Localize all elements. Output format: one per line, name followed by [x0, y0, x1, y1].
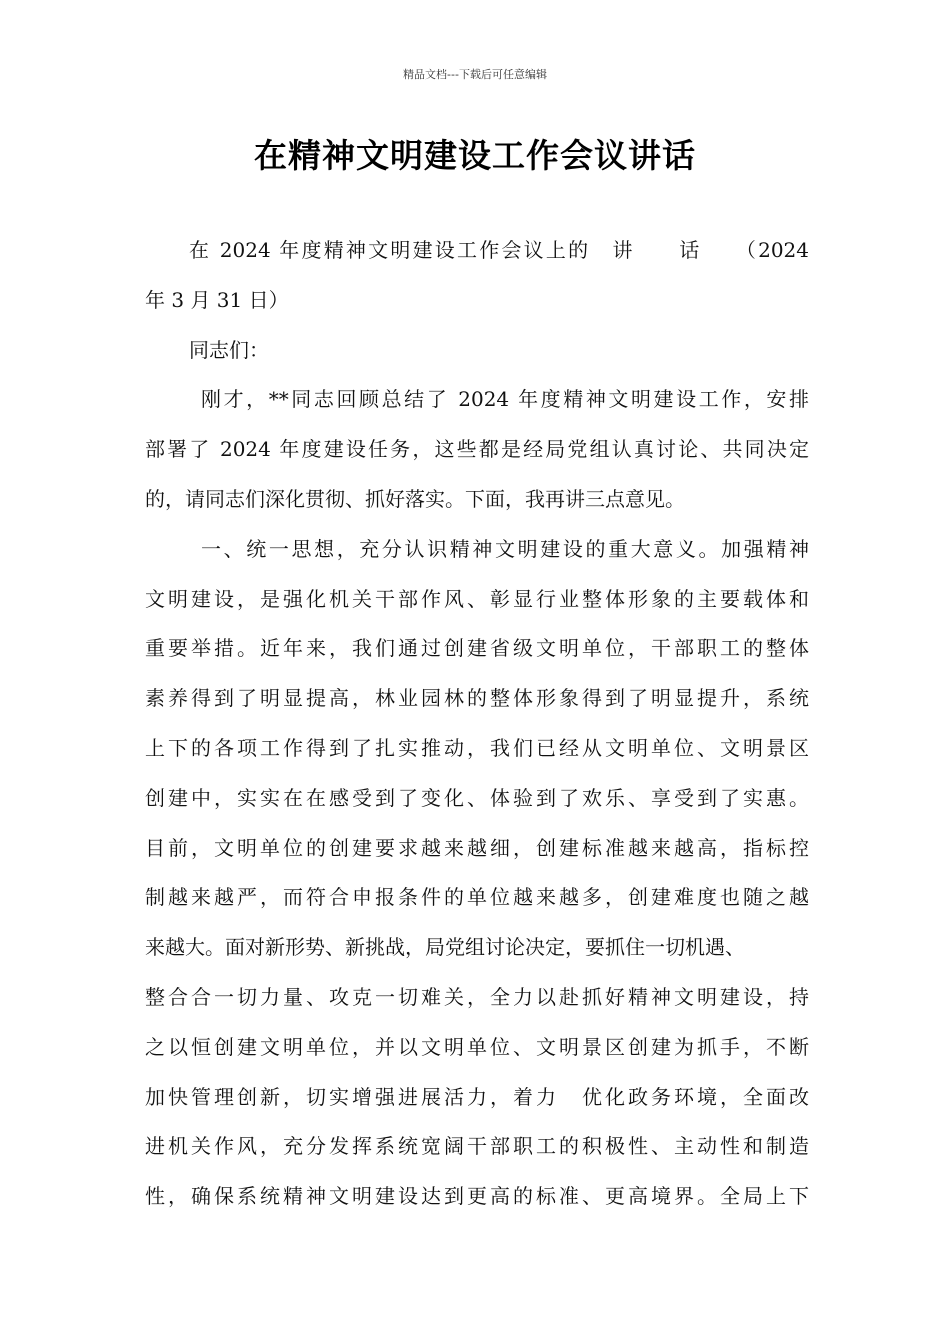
paragraph-line: 目前，文明单位的创建要求越来越细，创建标准越来越高，指标控: [145, 835, 809, 860]
paragraph-line: 整合合一切力量、攻克一切难关，全力以赴抓好精神文明建设，持: [145, 984, 809, 1009]
paragraph-line: 素养得到了明显提高，林业园林的整体形象得到了明显提升，系统: [145, 686, 809, 711]
paragraph-line: 同志们：: [189, 337, 269, 362]
document-title: 在精神文明建设工作会议讲话: [254, 136, 696, 175]
paragraph-line: 之以恒创建文明单位，并以文明单位、文明景区创建为抓手，不断: [145, 1034, 809, 1059]
paragraph-line: 年 3 月 31 日）: [145, 287, 289, 312]
paragraph-line: 的，请同志们深化贯彻、抓好落实。下面，我再讲三点意见。: [145, 486, 685, 511]
paragraph-line: 上下的各项工作得到了扎实推动，我们已经从文明单位、文明景区: [145, 735, 809, 760]
paragraph-line: 重要举措。近年来，我们通过创建省级文明单位，干部职工的整体: [145, 636, 809, 661]
paragraph-line: 进机关作风，充分发挥系统宽阔干部职工的积极性、主动性和制造: [145, 1134, 809, 1159]
paragraph-line: 加快管理创新，切实增强进展活力，着力 优化政务环境，全面改: [145, 1084, 809, 1109]
paragraph-line: 性，确保系统精神文明建设达到更高的标准、更高境界。全局上下: [145, 1184, 809, 1209]
header-note: 精品文档---下载后可任意编辑: [403, 68, 547, 81]
paragraph-line: 制越来越严，而符合申报条件的单位越来越多，创建难度也随之越: [145, 885, 809, 910]
paragraph-line: 一、统一思想，充分认识精神文明建设的重大意义。加强精神: [201, 536, 809, 561]
document-body: [145, 226, 809, 1222]
paragraph-line: 刚才，**同志回顾总结了 2024 年度精神文明建设工作，安排: [201, 387, 809, 412]
paragraph-line: 文明建设，是强化机关干部作风、彰显行业整体形象的主要载体和: [145, 586, 809, 611]
paragraph-line: 创建中，实实在在感受到了变化、体验到了欢乐、享受到了实惠。: [145, 785, 809, 810]
paragraph-line: 在 2024 年度精神文明建设工作会议上的 讲 话 （2024: [189, 238, 809, 262]
paragraph-line: 来越大。面对新形势、新挑战，局党组讨论决定，要抓住一切机遇、: [145, 935, 745, 960]
paragraph-line: 部署了 2024 年度建设任务，这些都是经局党组认真讨论、共同决定: [145, 437, 809, 462]
